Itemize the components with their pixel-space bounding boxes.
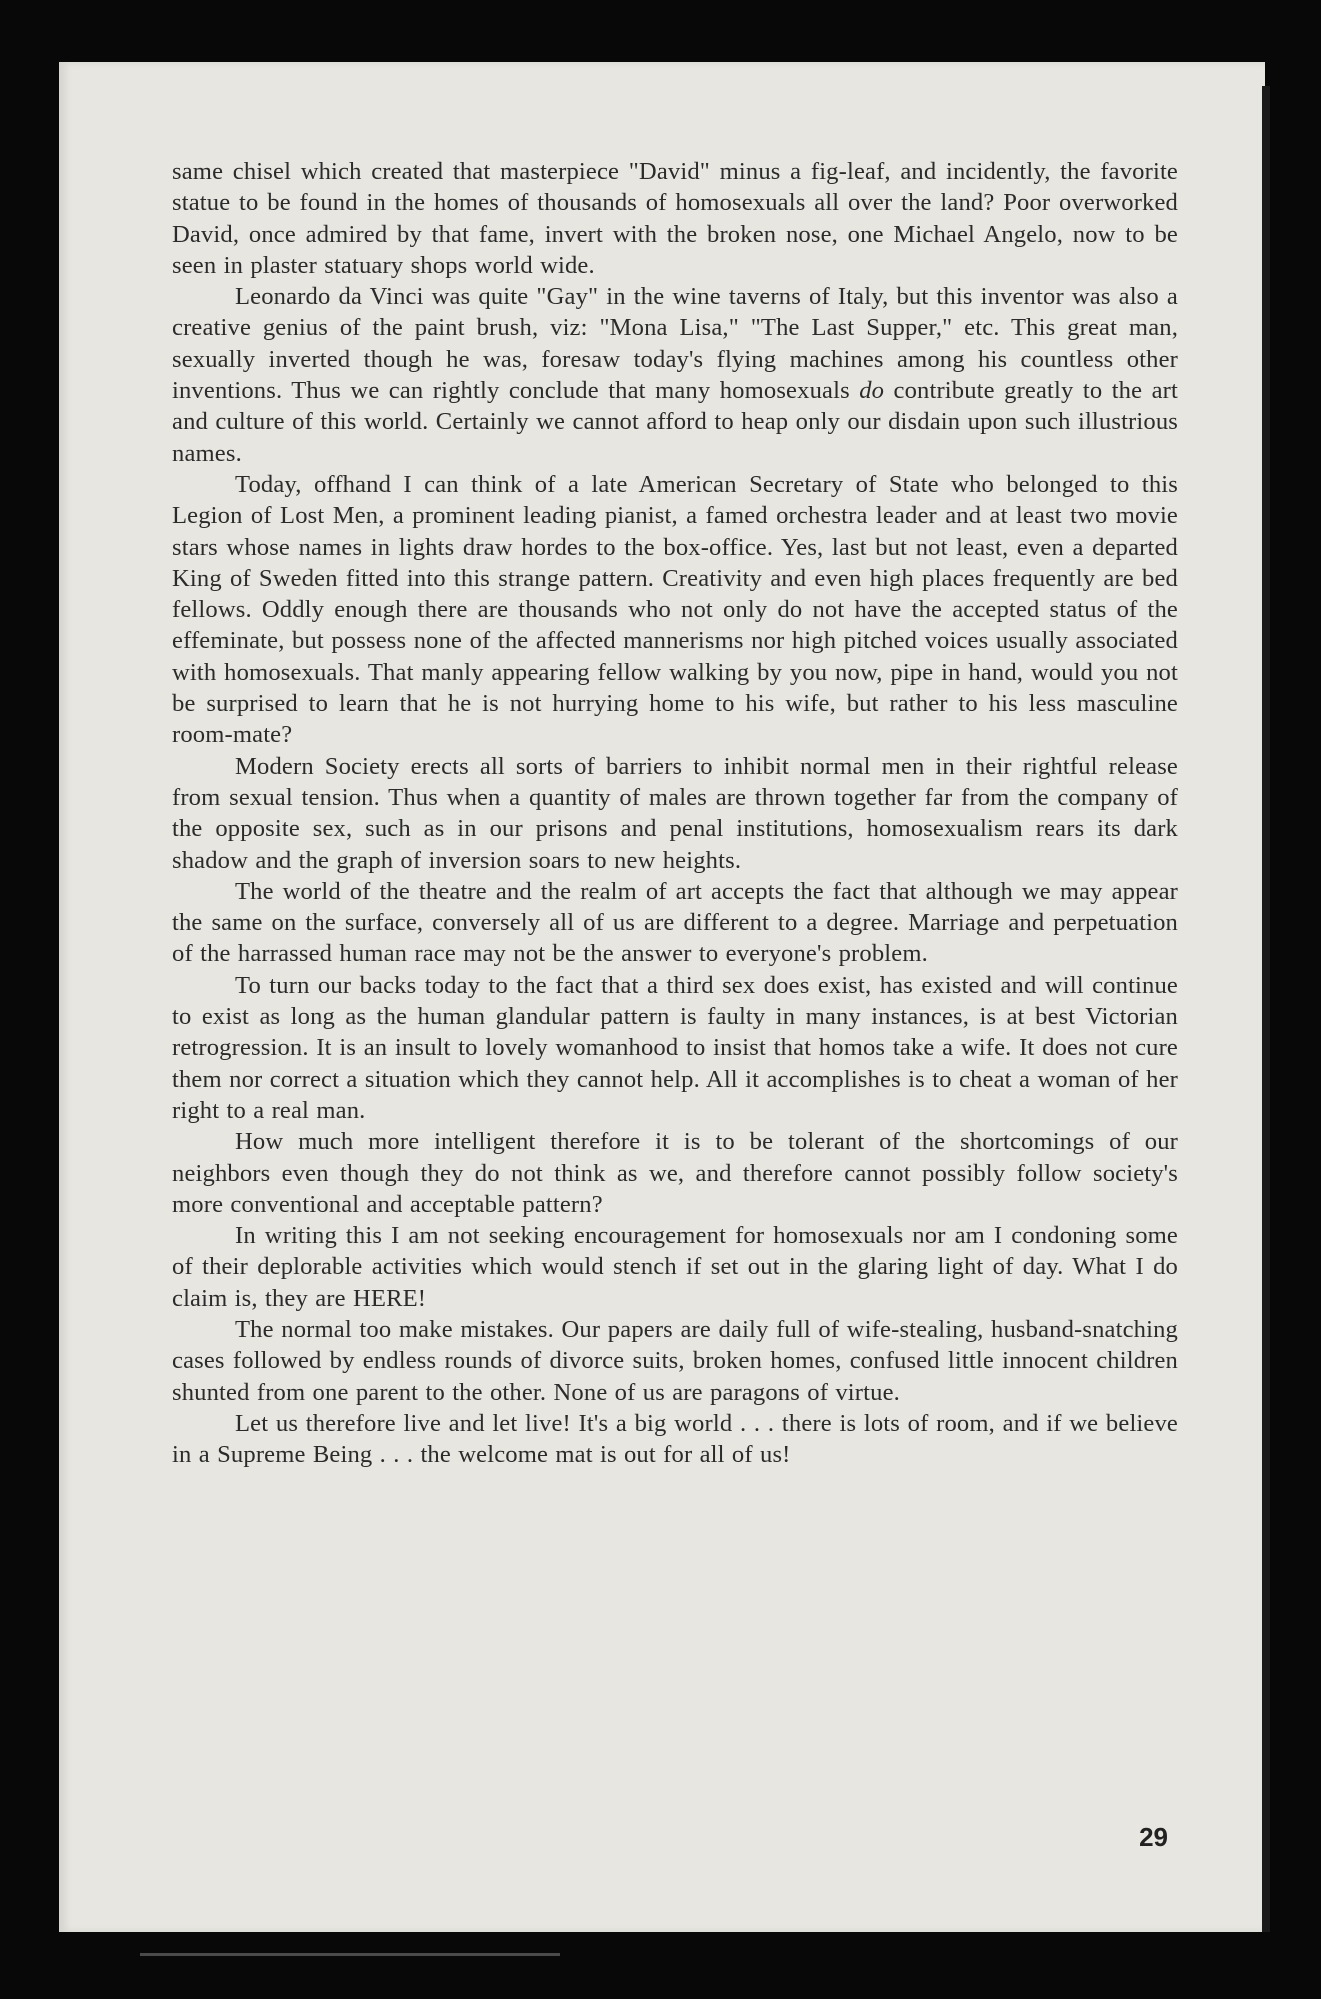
page-edge <box>1262 86 1270 1932</box>
paragraph: Leonardo da Vinci was quite "Gay" in the wine taverns of Italy, but this inventor was also a creative genius of the paint brush, viz: "Mona Lisa," "The Last Supper," etc. This great man, sexually inverted though he was, foresaw today's flying machines among his countless other inventions. Thus we can rightly conclude that many homosexuals do contribute greatly to the art and culture of this world. Certainly we cannot afford to heap only our disdain upon such illustrious names. <box>172 283 1178 467</box>
paragraph: Today, offhand I can think of a late American Secretary of State who belonged to this Legion of Lost Men, a prominent leading pianist, a famed orchestra leader and at least two movie stars whose names in lights draw hordes to the box-office. Yes, last but not least, even a departed King of Sweden fitted into this strange pattern. Creativity and even high places frequently are bed fellows. Oddly enough there are thousands who not only do not have the accepted status of the effeminate, but possess none of the affected mannerisms nor high pitched voices usually associated with homosexuals. That manly appearing fellow walking by you now, pipe in hand, would you not be surprised to learn that he is not hurrying home to his wife, but rather to his less masculine room-mate? <box>172 470 1178 749</box>
page-shadow-line <box>140 1953 560 1956</box>
paragraph: How much more intelligent therefore it is to be tolerant of the shortcomings of our neighbors even though they do not think as we, and therefore cannot possibly follow society's more conventional and acceptable pattern? <box>172 1128 1178 1218</box>
paragraph: The world of the theatre and the realm of art accepts the fact that although we may appear the same on the surface, conversely all of us are different to a degree. Marriage and perpetuation of the harrassed human race may not be the answer to everyone's problem. <box>172 877 1178 968</box>
body-text <box>172 156 1178 1470</box>
paragraph: The normal too make mistakes. Our papers are daily full of wife-stealing, husband-snatching cases followed by endless rounds of divorce suits, broken homes, confused little innocent children shunted from one parent to the other. None of us are paragons of virtue. <box>172 1315 1178 1406</box>
paragraph: Modern Society erects all sorts of barriers to inhibit normal men in their rightful release from sexual tension. Thus when a quantity of males are thrown together far from the company of the opposite sex, such as in our prisons and penal institutions, homosexualism rears its dark shadow and the graph of inversion soars to new heights. <box>172 752 1178 874</box>
paragraph: In writing this I am not seeking encouragement for homosexuals nor am I condoning some of their deplorable activities which would stench if set out in the glaring light of day. What I do claim is, they are HERE! <box>172 1222 1178 1312</box>
paragraph: Let us therefore live and let live! It's a big world . . . there is lots of room, and if we believe in a Supreme Being . . . the welcome mat is out for all of us! <box>172 1409 1178 1469</box>
page-number: 29 <box>1139 1822 1168 1852</box>
paragraph: To turn our backs today to the fact that a third sex does exist, has existed and will continue to exist as long as the human glandular pattern is faulty in many instances, is at best Victorian retrogression. It is an insult to lovely womanhood to insist that homos take a wife. It does not cure them nor correct a situation which they cannot help. All it accomplishes is to cheat a woman of her right to a real man. <box>172 971 1178 1124</box>
paragraph: same chisel which created that masterpiece "David" minus a fig-leaf, and incidently, the favorite statue to be found in the homes of thousands of homosexuals all over the land? Poor overworked David, once admired by that fame, invert with the broken nose, one Michael Angelo, now to be seen in plaster statuary shops world wide. <box>172 158 1178 279</box>
